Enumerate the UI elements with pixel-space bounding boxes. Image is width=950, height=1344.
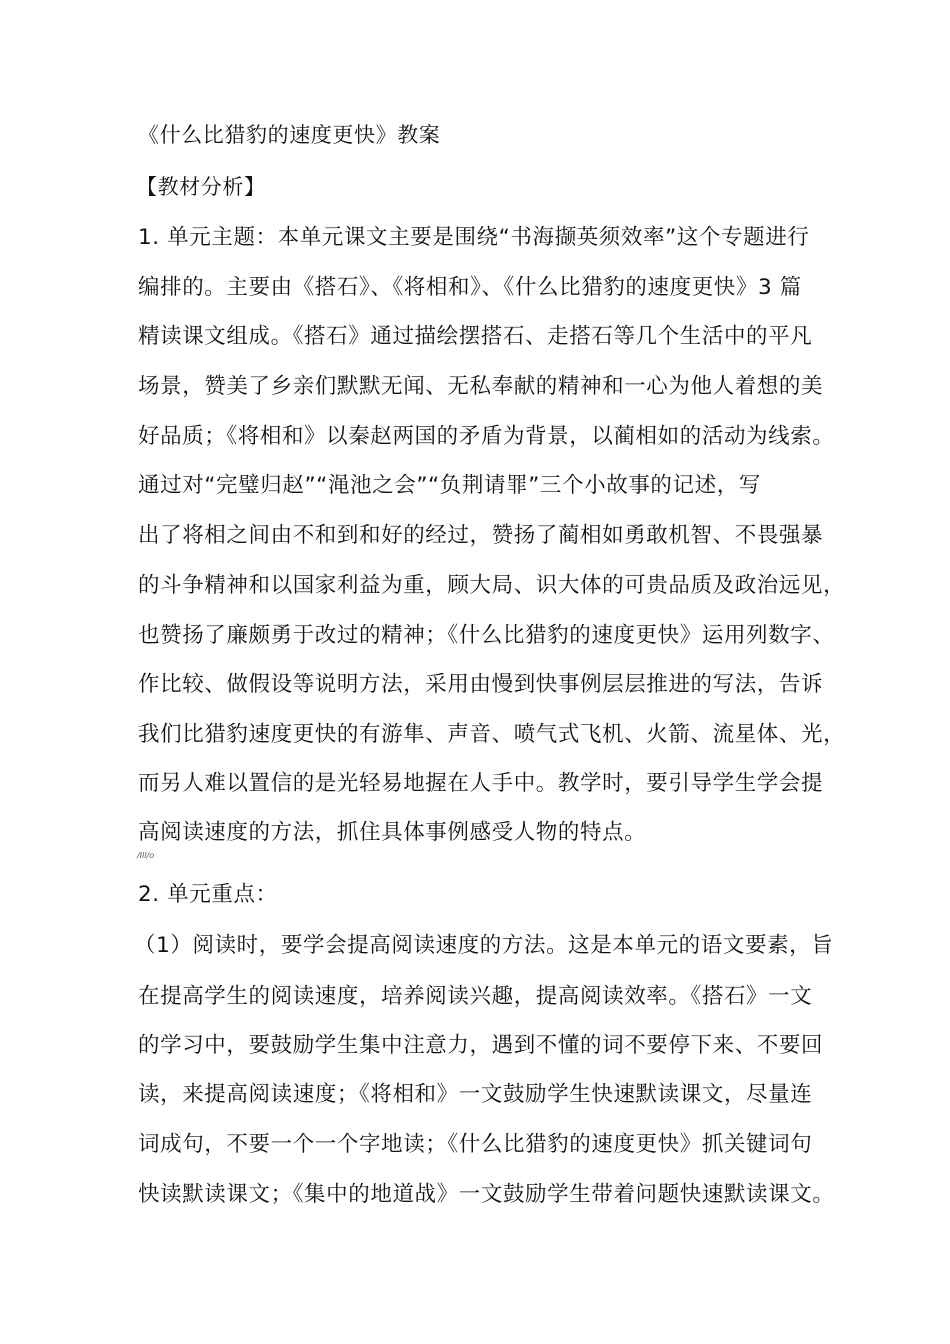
section-subheading: 2. 单元重点： bbox=[138, 882, 278, 907]
paragraph-line: 1. 单元主题：本单元课文主要是围绕“书海撷英须效率”这个专题进行 bbox=[138, 225, 810, 250]
paragraph-line: 而另人难以置信的是光轻易地握在人手中。教学时，要引导学生学会提 bbox=[138, 771, 824, 796]
paragraph-line: 的斗争精神和以国家利益为重，顾大局、识大体的可贵品质及政治远见， bbox=[138, 573, 846, 598]
section-heading: 【教材分析】 bbox=[136, 175, 266, 199]
paragraph-line: （1）阅读时，要学会提高阅读速度的方法。这是本单元的语文要素，旨 bbox=[134, 933, 834, 958]
paragraph-line: 好品质；《将相和》以秦赵两国的矛盾为背景，以蔺相如的活动为线索。 bbox=[138, 424, 835, 449]
paragraph-line: 在提高学生的阅读速度，培养阅读兴趣，提高阅读效率。《搭石》一文 bbox=[138, 984, 813, 1009]
paragraph-line: 通过对“完璧归赵”“渑池之会”“负荆请罪”三个小故事的记述，写 bbox=[138, 473, 761, 498]
paragraph-line: 我们比猎豹速度更快的有游隼、声音、喷气式飞机、火箭、流星体、光， bbox=[138, 722, 846, 747]
paragraph-line: 高阅读速度的方法，抓住具体事例感受人物的特点。 bbox=[138, 820, 647, 845]
paragraph-line: 也赞扬了廉颇勇于改过的精神；《什么比猎豹的速度更快》运用列数字、 bbox=[138, 623, 835, 648]
paragraph-line: 场景，赞美了乡亲们默默无闻、无私奉献的精神和一心为他人着想的美 bbox=[138, 374, 824, 399]
paragraph-line: 出了将相之间由不和到和好的经过，赞扬了蔺相如勇敢机智、不畏强暴 bbox=[138, 523, 824, 548]
paragraph-line: 精读课文组成。《搭石》通过描绘摆搭石、走搭石等几个生活中的平凡 bbox=[138, 324, 813, 349]
paragraph-line: 快读默读课文；《集中的地道战》一文鼓励学生带着问题快速默读课文。 bbox=[138, 1182, 835, 1207]
paragraph-line: 词成句，不要一个一个字地读；《什么比猎豹的速度更快》抓关键词句 bbox=[138, 1132, 813, 1157]
paragraph-line: 读，来提高阅读速度；《将相和》一文鼓励学生快速默读课文，尽量连 bbox=[138, 1082, 813, 1107]
paragraph-line: 作比较、做假设等说明方法，采用由慢到快事例层层推进的写法，告诉 bbox=[138, 672, 824, 697]
scan-mark: /Ill/o bbox=[137, 851, 155, 860]
document-title: 《什么比猎豹的速度更快》教案 bbox=[138, 123, 441, 147]
paragraph-line: 编排的。主要由《搭石》、《将相和》、《什么比猎豹的速度更快》3 篇 bbox=[138, 275, 802, 300]
paragraph-line: 的学习中，要鼓励学生集中注意力，遇到不懂的词不要停下来、不要回 bbox=[138, 1033, 824, 1058]
